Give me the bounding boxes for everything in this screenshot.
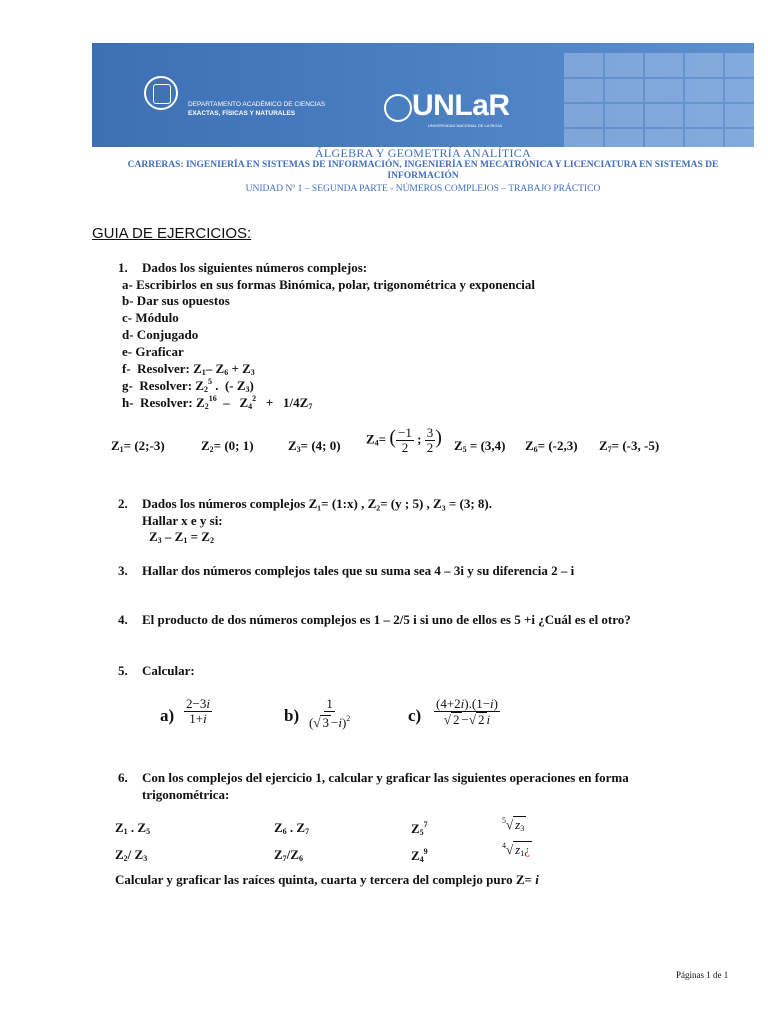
building-graphic — [504, 43, 754, 147]
op-z6-z7: $Z_6$ . $Z_7$ — [274, 820, 310, 836]
header-banner — [92, 43, 754, 147]
op-root4-z1: $^4$√ $z_1¿$ — [502, 841, 530, 858]
ex2-equation: $Z_3 - Z_1 = Z_2$ — [149, 529, 214, 545]
ex1-item-h: h- Resolver: $Z_2^{16} - Z_4^2 + 1/4Z_7$ — [122, 394, 313, 411]
op-z2-div-z3: $Z_2/$ $Z_3$ — [115, 847, 148, 863]
op-root5-z3: $^5$√ $z_3$ — [502, 816, 525, 833]
course-title: ÁLGEBRA Y GEOMETRÍA ANALÍTICA — [314, 146, 532, 160]
university-seal-icon — [384, 94, 412, 122]
ex1-item-d: d- Conjugado — [122, 327, 199, 342]
op-z5-pow7: $Z_5^7$ — [411, 820, 428, 837]
op-z1-z5: $Z_1$ . $Z_5$ — [115, 820, 151, 836]
ex6-number: 6. — [118, 770, 128, 785]
ex1-item-f: f- Resolver: $Z_1-$ $Z_6 + Z_3$ — [122, 361, 255, 377]
university-logo-sub: UNIVERSIDAD NACIONAL DE LA RIOJA — [428, 123, 503, 128]
ex3-number: 3. — [118, 563, 128, 578]
department-seal-icon — [144, 76, 178, 110]
op-z4-pow9: $Z_4^9$ — [411, 847, 428, 864]
ex1-number: 1. — [118, 260, 128, 275]
page-footer: Páginas 1 de 1 — [676, 970, 729, 980]
unit-line: UNIDAD Nº 1 – SEGUNDA PARTE - NÚMEROS COMPLEJOS – TRABAJO PRÁCTICO — [245, 184, 601, 194]
department-name: DEPARTAMENTO ACADÉMICO DE CIENCIAS EXACTAS, FÍSICAS Y NATURALES — [188, 101, 326, 117]
z1-value: $Z_1=$ (2;-3) — [111, 438, 165, 454]
z4-value: $Z_4=$ ( $\frac{-1}{2}$ ; $\frac{3}{2}$ ) — [366, 425, 442, 455]
ex2-line2: Hallar x e y si: — [142, 513, 223, 528]
ex5-c-label: c) — [408, 706, 422, 725]
ex2-statement: Dados los números complejos Z₁= (1:x) , Z₂= (y ; 5) , Z₃ = (3; 8). — [142, 496, 492, 511]
ex5-c-expression: $\frac{(4+2i).(1-i)}{√ 2 -√ 2 i}$ — [436, 696, 499, 727]
ex5-number: 5. — [118, 663, 128, 678]
ex5-a-expression: $\frac{2-3i}{1+i}$ — [186, 696, 210, 726]
ex1-item-e: e- Graficar — [122, 344, 184, 359]
guide-title: GUIA DE EJERCICIOS: — [92, 225, 252, 242]
careers-line: CARRERAS: INGENIERÍA EN SISTEMAS DE INFORMACIÓN, INGENIERÍA EN MECATRÓNICA Y LICENCIATURA EN SISTEMAS DE INFORMACIÓN — [127, 160, 719, 181]
z6-value: $Z_6= (-2,3)$ — [525, 438, 578, 454]
ex4-statement: El producto de dos números complejos es 1 – 2/5 i si uno de ellos es 5 +i ¿Cuál es el otro? — [142, 612, 631, 627]
university-logo: UNLaR — [412, 89, 510, 122]
ex2-number: 2. — [118, 496, 128, 511]
ex4-number: 4. — [118, 612, 128, 627]
z3-value: $Z_3= (4$; 0) — [288, 438, 341, 454]
ex1-statement: Dados los siguientes números complejos: — [142, 260, 368, 275]
ex3-statement: Hallar dos números complejos tales que su suma sea 4 – 3i y su diferencia 2 – i — [142, 563, 575, 578]
ex5-b-expression: $\frac{1}{(√ 3 -i)^2}$ — [309, 696, 351, 730]
ex1-item-g: g- Resolver: $Z_2^5$ . (- $Z_3$) — [122, 377, 254, 394]
ex6-statement-line1: Con los complejos del ejercicio 1, calcular y graficar las siguientes operaciones en forma — [142, 770, 629, 785]
z7-value: $Z_7= (-3$, -5) — [599, 438, 660, 454]
z5-value: $Z_5 = (3,4)$ — [454, 438, 506, 454]
ex1-item-c: c- Módulo — [122, 310, 179, 325]
op-z7-div-z6: $Z_7/Z_6$ — [274, 847, 303, 863]
ex1-item-a: a- Escribirlos en sus formas Binómica, polar, trigonométrica y exponencial — [122, 277, 535, 292]
ex5-a-label: a) — [160, 706, 175, 725]
ex5-b-label: b) — [284, 706, 300, 725]
z2-value: $Z_2= (0$; 1) — [201, 438, 254, 454]
ex5-statement: Calcular: — [142, 663, 195, 678]
ex6-closing: Calcular y graficar las raíces quinta, cuarta y tercera del complejo puro Z= i — [115, 872, 539, 887]
ex1-item-b: b- Dar sus opuestos — [122, 293, 230, 308]
ex6-statement-line2: trigonométrica: — [142, 787, 230, 802]
